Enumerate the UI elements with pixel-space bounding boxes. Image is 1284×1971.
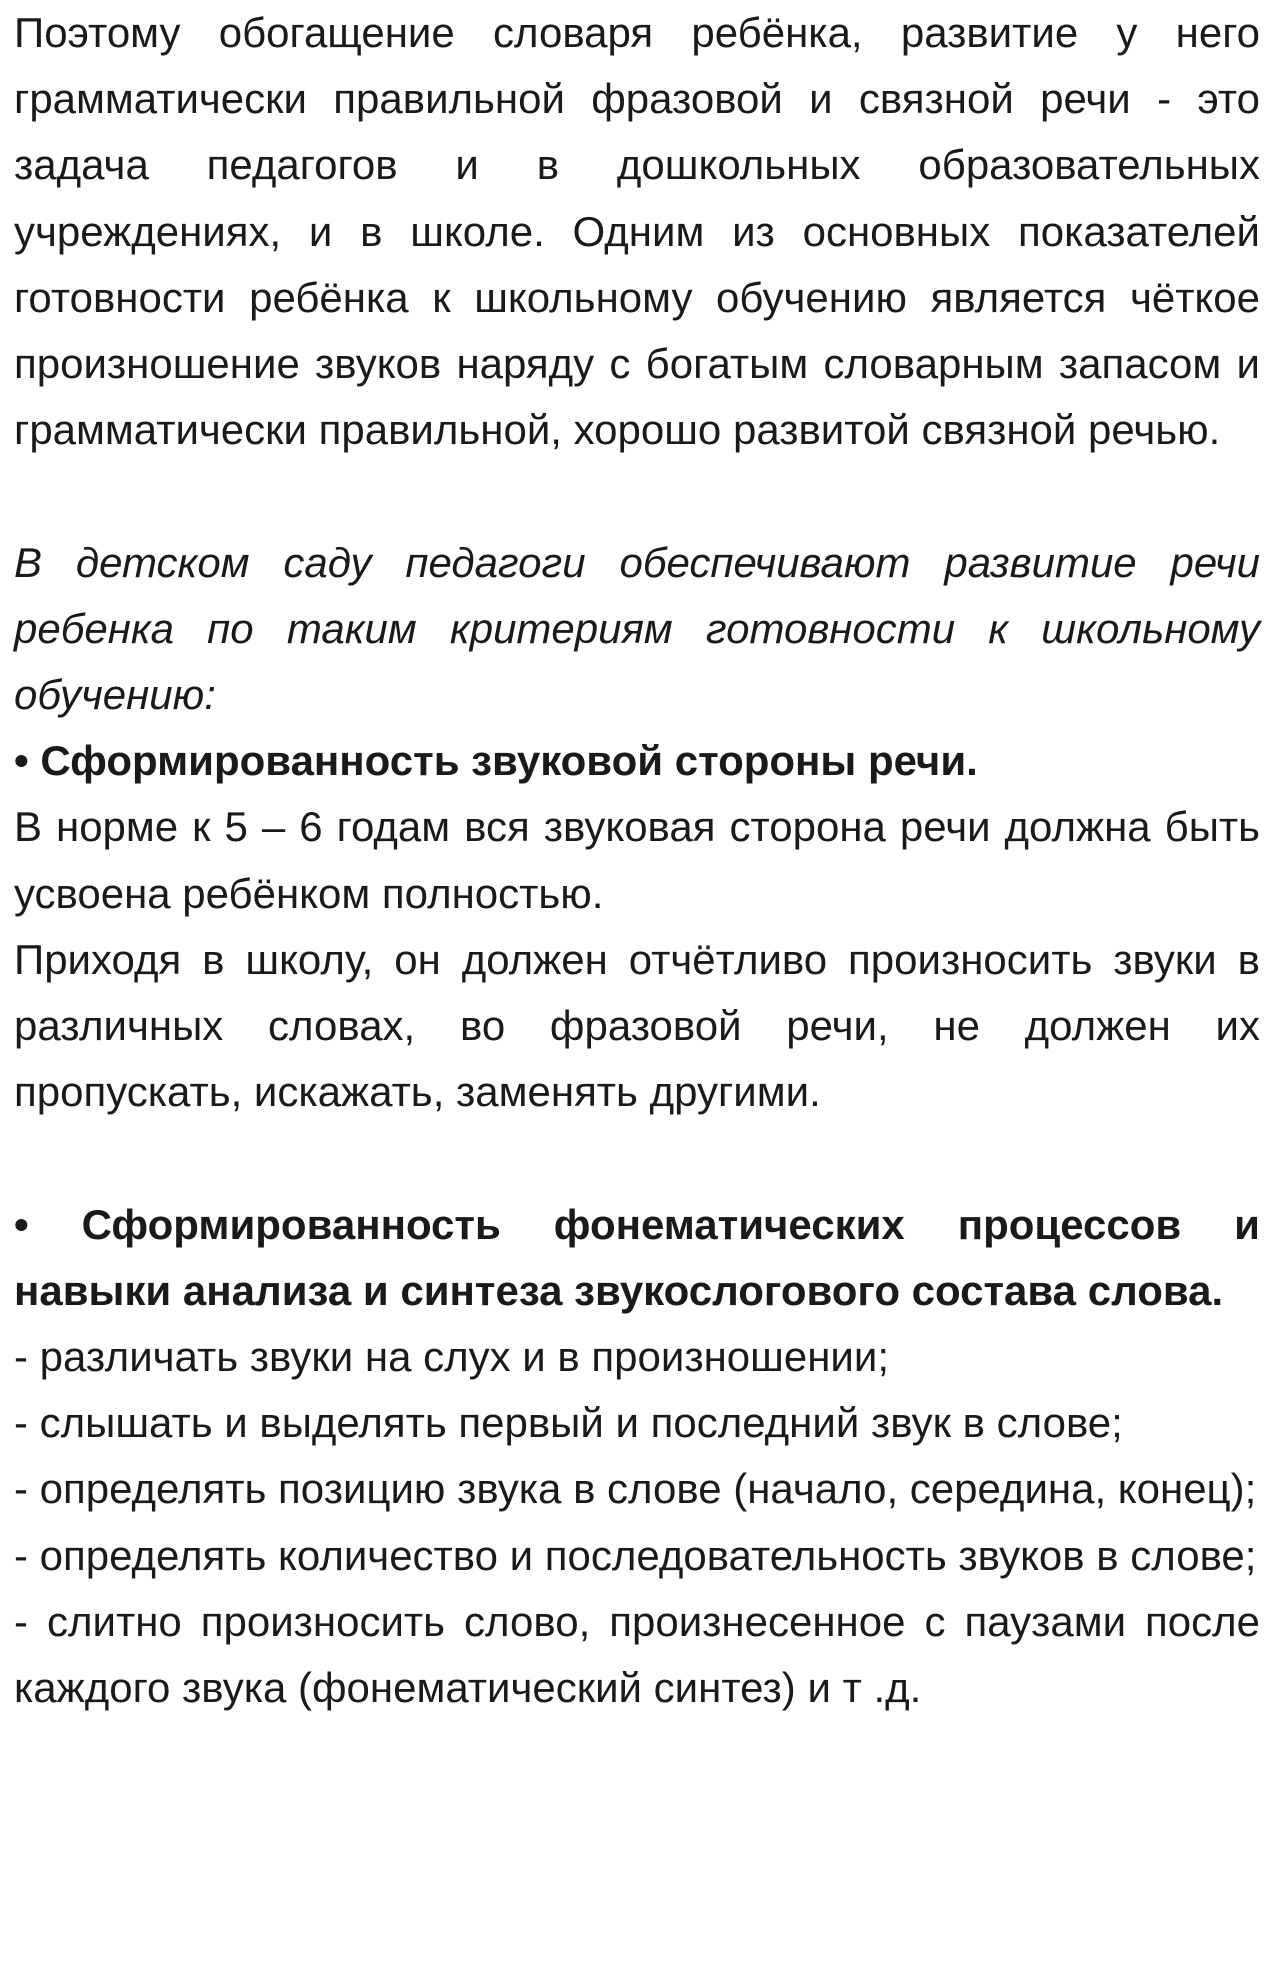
criterion-1-heading: • Сформированность звуковой стороны речи. — [14, 737, 978, 785]
criterion-2-item: - определять количество и последовательность звуков в слове; — [14, 1531, 1257, 1579]
paragraph-intro: Поэтому обогащение словаря ребёнка, развитие у него грамматически правильной фразовой и связной речи - это задача педагогов и в дошкольных образовательных учреждениях, и в школе. Одним из основных показателей готовности ребёнка к школьному обучению является чёткое произношение звуков наряду с богатым словарным запасом и грамматически правильной, хорошо развитой связной речью. — [14, 9, 1260, 454]
document-page — [14, 0, 1260, 1721]
criterion-2-item: - слышать и выделять первый и последний звук в слове; — [14, 1399, 1123, 1447]
paragraph-spacer — [14, 463, 1260, 529]
criterion-2-item: - определять позицию звука в слове (начало, середина, конец); — [14, 1465, 1257, 1513]
criterion-1-text-a: В норме к 5 – 6 годам вся звуковая сторона речи должна быть усвоена ребёнком полностью. — [14, 803, 1260, 917]
criterion-2-item: - различать звуки на слух и в произношении; — [14, 1333, 889, 1381]
paragraph-spacer — [14, 1125, 1260, 1191]
criteria-intro: В детском саду педагоги обеспечивают развитие речи ребенка по таким критериям готовности к школьному обучению: — [14, 538, 1260, 719]
criterion-1-text-b: Приходя в школу, он должен отчётливо произносить звуки в различных словах, во фразовой речи, не должен их пропускать, искажать, заменять другими. — [14, 935, 1260, 1116]
criterion-2-heading: • Сформированность фонематических процессов и навыки анализа и синтеза звукослогового состава слова. — [14, 1200, 1260, 1314]
criterion-2-item: - слитно произносить слово, произнесенное с паузами после каждого звука (фонематический синтез) и т .д. — [14, 1597, 1260, 1712]
